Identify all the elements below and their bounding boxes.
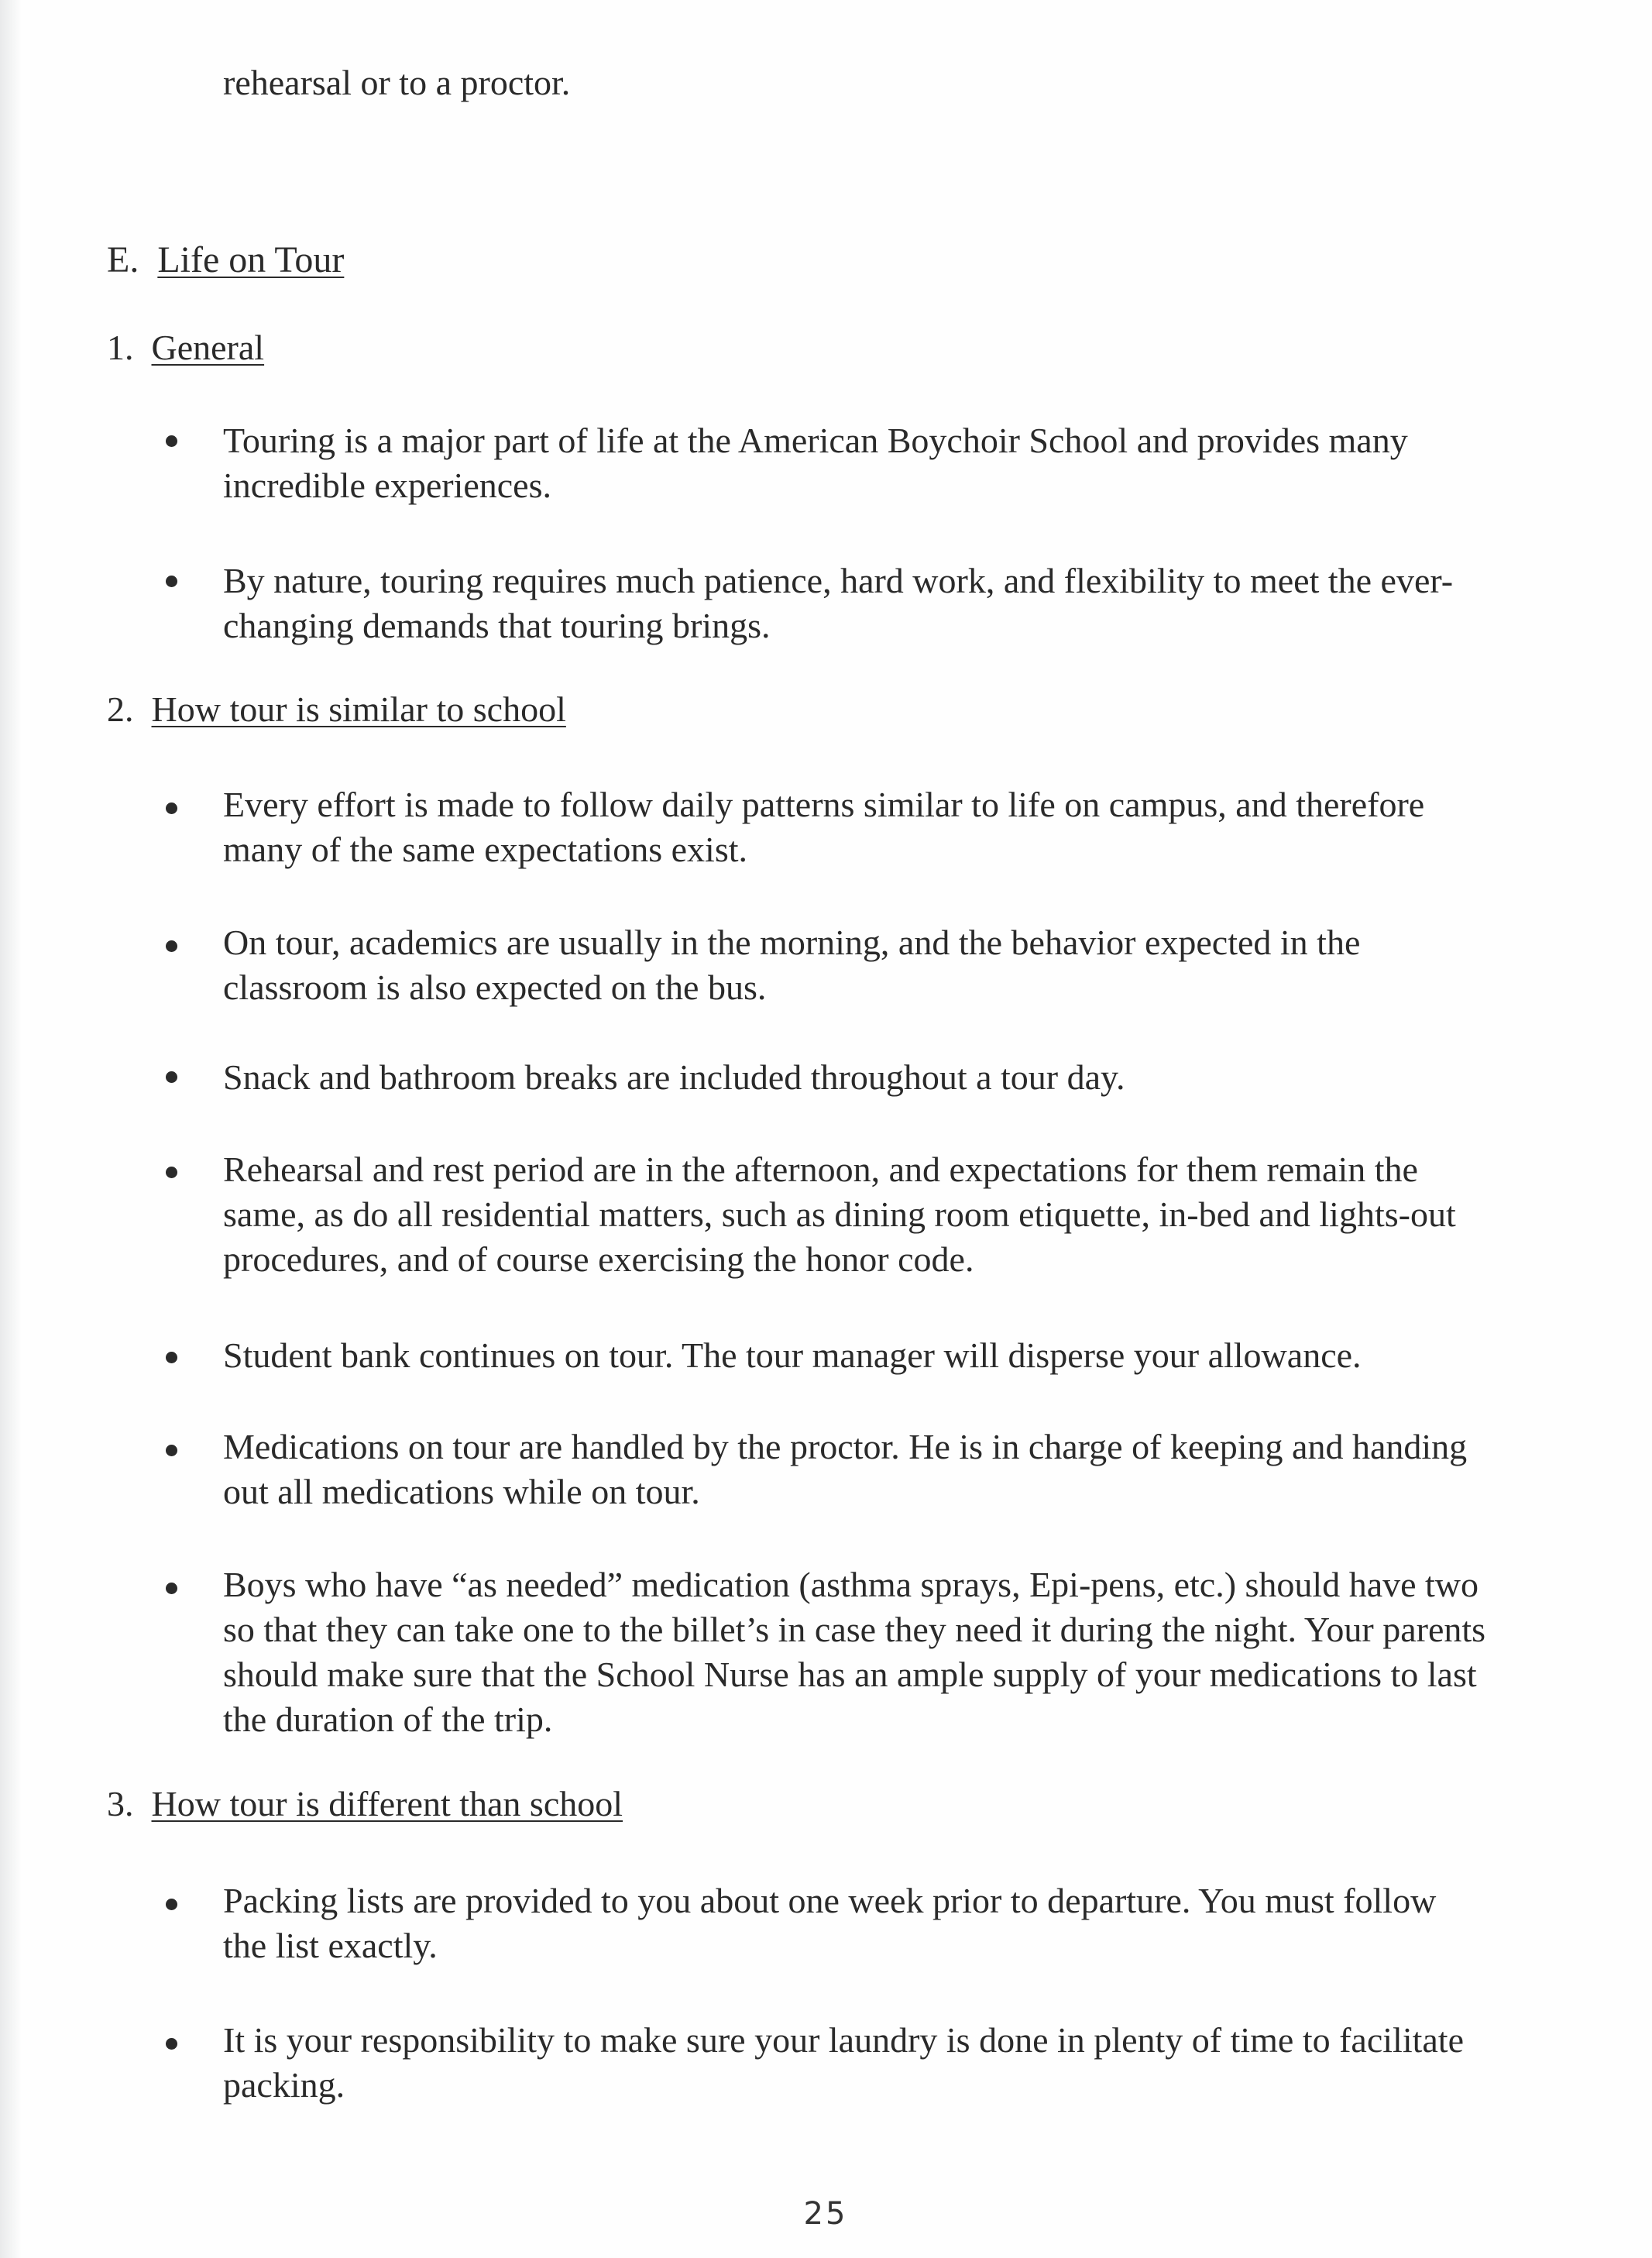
bullet-dot [166,1352,177,1363]
list-item [223,782,1652,872]
bullet-dot [166,2038,177,2050]
page-number: 25 [803,2196,848,2232]
list-item-line: should make sure that the School Nurse has an ample supply of your medications to last [223,1655,1477,1694]
bullet-dot [166,576,177,587]
subsection-heading-similar [107,687,566,732]
subsection-heading-different [107,1782,623,1827]
list-item-line: Packing lists are provided to you about one week prior to departure. You must follow [223,1881,1437,1920]
list-item [223,558,1652,648]
page-edge-shadow [0,0,22,2258]
list-item [223,920,1652,1010]
bullet-dot [166,1167,177,1178]
list-item-line: the list exactly. [223,1926,438,1965]
list-item [223,1425,1652,1514]
list-item [223,1055,1652,1100]
list-item [223,1562,1652,1742]
list-item-line: Touring is a major part of life at the American Boychoir School and provides many [223,421,1408,460]
list-item-line: Snack and bathroom breaks are included throughout a tour day. [223,1057,1125,1097]
bullet-dot [166,1899,177,1910]
bullet-dot [166,940,177,952]
list-item-line: packing. [223,2065,345,2105]
section-heading [107,237,344,284]
list-item-line: Medications on tour are handled by the proctor. He is in charge of keeping and handing [223,1427,1468,1466]
list-item-line: On tour, academics are usually in the morning, and the behavior expected in the [223,923,1361,962]
continuation-text: rehearsal or to a proctor. [223,63,571,102]
section-title: Life on Tour [157,239,345,280]
list-item-line: It is your responsibility to make sure your laundry is done in plenty of time to facilitate [223,2020,1465,2060]
subsection-title: General [151,328,265,367]
subsection-title: How tour is different than school [151,1784,623,1823]
list-item-line: Boys who have “as needed” medication (asthma sprays, Epi-pens, etc.) should have two [223,1565,1479,1604]
list-item-line: changing demands that touring brings. [223,606,771,645]
subsection-number: 2. [107,689,134,729]
subsection-number: 1. [107,328,134,367]
list-item [223,2018,1652,2108]
list-item [223,1333,1652,1378]
list-item-line: Student bank continues on tour. The tour manager will disperse your allowance. [223,1335,1362,1375]
list-item-line: Rehearsal and rest period are in the afternoon, and expectations for them remain the [223,1150,1418,1189]
bullet-dot [166,803,177,814]
list-item-line: so that they can take one to the billet’s in case they need it during the night. Your parents [223,1610,1486,1649]
list-item-line: procedures, and of course exercising the honor code. [223,1239,974,1279]
list-item-line: incredible experiences. [223,466,551,505]
list-item-line: out all medications while on tour. [223,1472,700,1511]
subsection-heading-general [107,325,264,370]
bullet-dot [166,435,177,447]
list-item-line: By nature, touring requires much patience, hard work, and flexibility to meet the ever- [223,561,1454,600]
list-item [223,418,1652,508]
list-item-line: same, as do all residential matters, such as dining room etiquette, in-bed and lights-out [223,1194,1456,1234]
bullet-dot [166,1071,177,1083]
bullet-dot [166,1583,177,1594]
subsection-number: 3. [107,1784,134,1823]
list-item-line: classroom is also expected on the bus. [223,967,767,1007]
list-item [223,1147,1652,1282]
list-item-line: Every effort is made to follow daily patterns similar to life on campus, and therefore [223,785,1425,824]
bullet-dot [166,1445,177,1456]
subsection-title: How tour is similar to school [151,689,566,729]
list-item-line: many of the same expectations exist. [223,830,748,869]
section-letter: E. [107,239,139,280]
list-item [223,1878,1652,1968]
list-item-line: the duration of the trip. [223,1700,553,1739]
